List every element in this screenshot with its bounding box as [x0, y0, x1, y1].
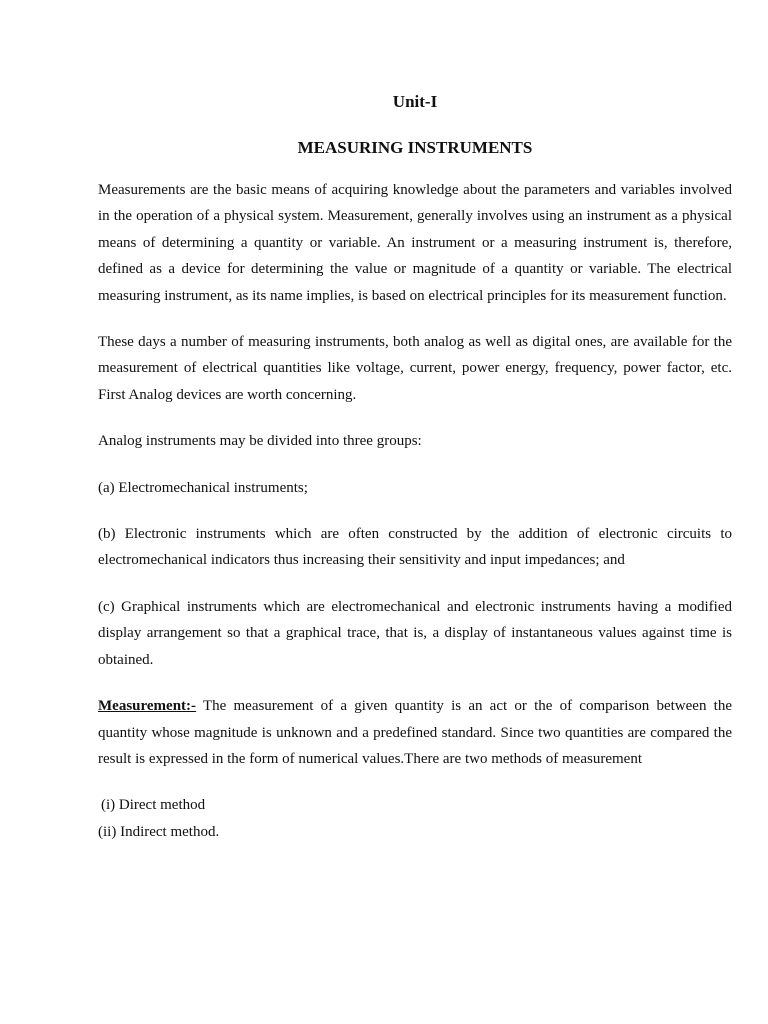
- measurement-paragraph: [98, 693, 732, 772]
- unit-title: Unit-I: [392, 92, 438, 111]
- method-item-direct: (i) Direct method: [101, 797, 206, 814]
- group-a-paragraph: (a) Electromechanical instruments;: [98, 479, 308, 496]
- measurement-term: Measurement:-: [98, 698, 197, 715]
- document-content: [98, 90, 732, 845]
- main-title: MEASURING INSTRUMENTS: [297, 138, 533, 157]
- intro-paragraph: Measurements are the basic means of acquiring knowledge about the parameters and variables involved in the operation of a physical system. Measurement, generally involves using an instrument as a physical means of determining a quantity or variable. An instrument or a measuring instrument is, therefore, defined as a device for determining the value or magnitude of a quantity or variable. The electrical measuring instrument, as its name implies, is based on electrical principles for its measurement function.: [98, 182, 732, 304]
- methods-list: [98, 792, 732, 845]
- method-item-indirect: (ii) Indirect method.: [98, 823, 220, 840]
- measurement-definition: The measurement of a given quantity is an act or the of comparison between the quantity whose magnitude is unknown and a predefined standard. Since two quantities are compared the result is expressed in the form of numerical values.There are two methods of measurement: [98, 698, 732, 767]
- analog-digital-paragraph: These days a number of measuring instruments, both analog as well as digital ones, are available for the measurement of electrical quantities like voltage, current, power energy, frequency, power factor, etc. First Analog devices are worth concerning.: [98, 334, 732, 403]
- analog-groups-paragraph: Analog instruments may be divided into three groups:: [98, 433, 422, 450]
- group-c-paragraph: (c) Graphical instruments which are electromechanical and electronic instruments having a modified display arrangement so that a graphical trace, that is, a display of instantaneous values against time is obtained.: [98, 598, 732, 668]
- group-b-paragraph: (b) Electronic instruments which are often constructed by the addition of electronic circuits to electromechanical indicators thus increasing their sensitivity and input impedances; and: [98, 526, 732, 569]
